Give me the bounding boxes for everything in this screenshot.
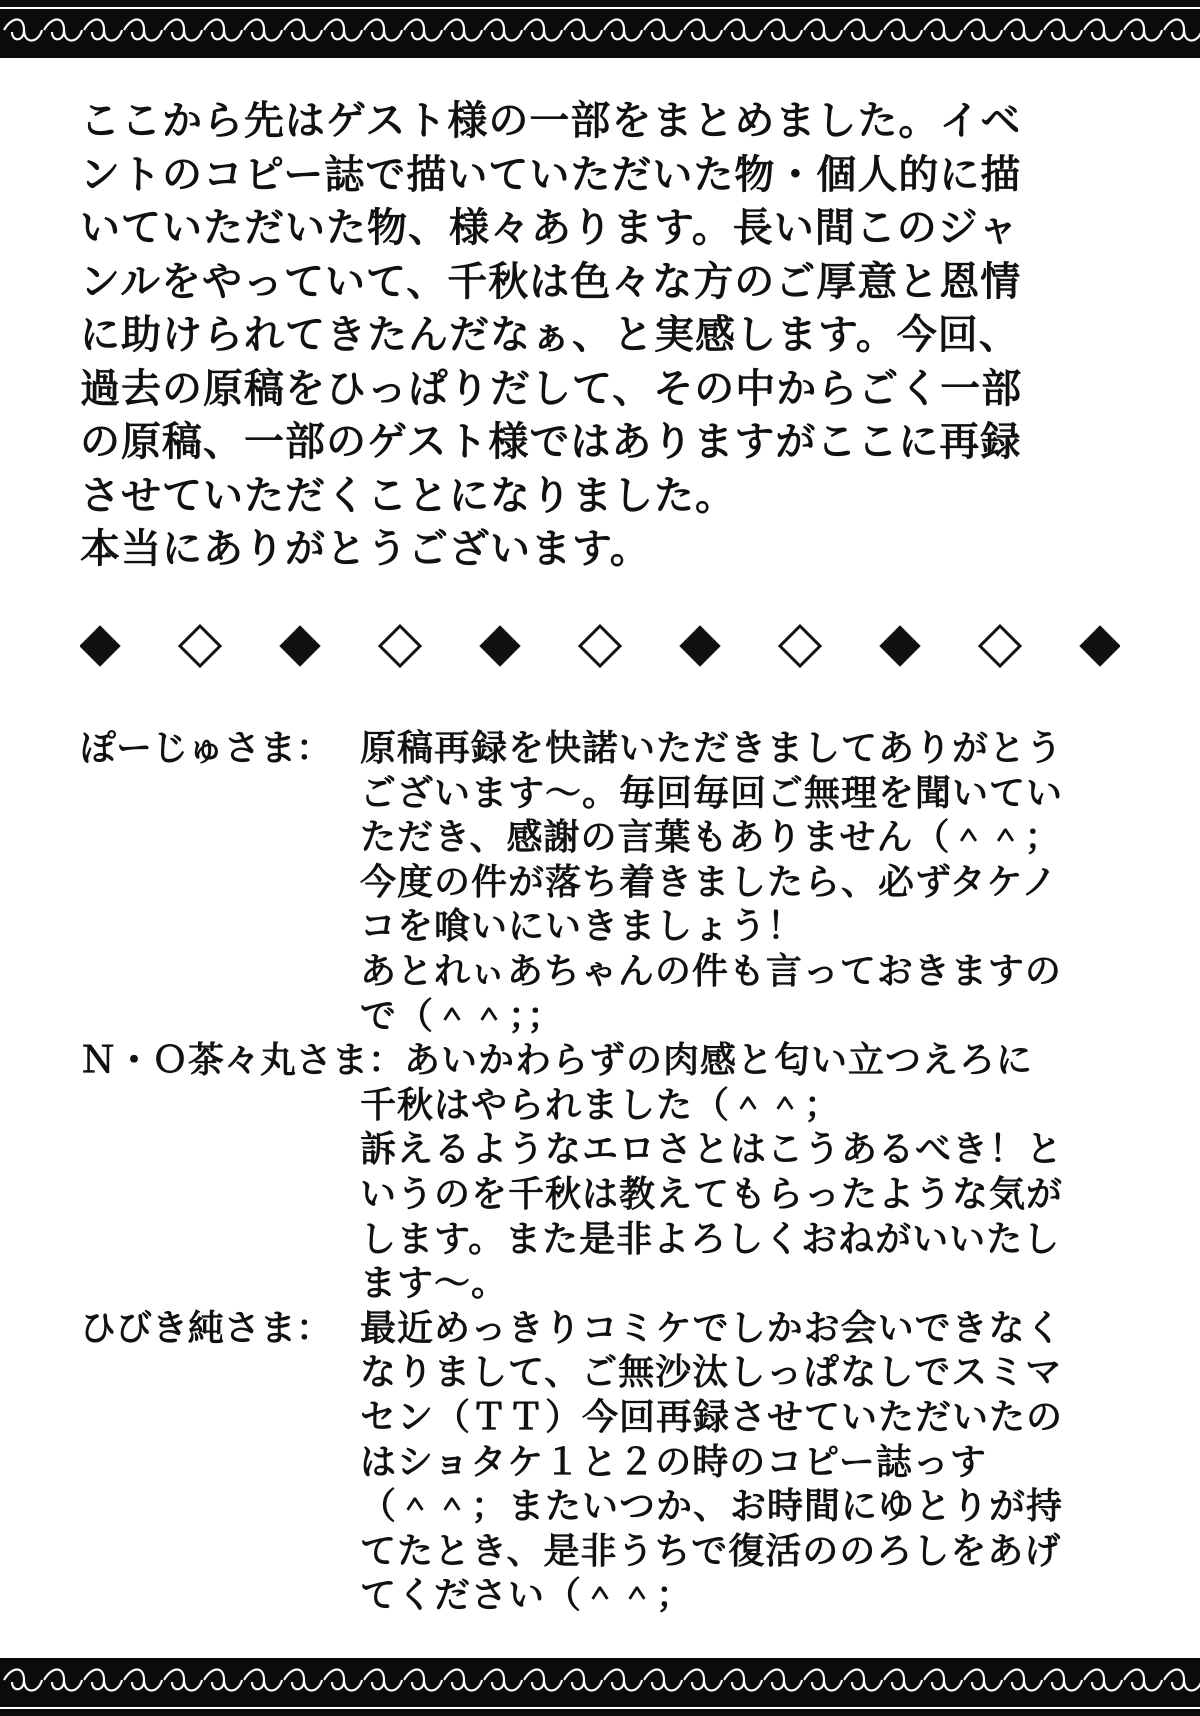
scroll-ornament <box>444 20 482 41</box>
scroll-ornament <box>124 20 162 41</box>
guest-message-continued <box>360 1351 1080 1619</box>
scroll-ornament <box>644 1670 682 1691</box>
intro-line: 過去の原稿をひっぱりだして、その中からごく一部 <box>80 365 1023 412</box>
scroll-ornament <box>404 20 442 41</box>
scroll-ornament <box>284 1670 322 1691</box>
scroll-ornament <box>44 1670 82 1691</box>
message-line: ます～。 <box>360 1263 509 1305</box>
message-line: で（＾＾；； <box>360 995 565 1037</box>
scroll-ornament <box>804 20 842 41</box>
guest-name: ぽーじゅさま： <box>80 728 333 769</box>
message-line: 最近めっきりコミケでしかお会いできなく <box>360 1307 1063 1349</box>
scroll-ornament <box>524 20 562 41</box>
scroll-ornament <box>4 1670 42 1691</box>
guest-name-row <box>80 1039 1080 1084</box>
message-line: 今度の件が落ち着きましたら、必ずタケノ <box>360 861 1058 903</box>
guest-messages <box>80 727 1120 1619</box>
scroll-ornament <box>324 20 362 41</box>
ornament-border-svg <box>0 0 1200 58</box>
scroll-ornament <box>764 20 802 41</box>
scroll-ornament <box>604 20 642 41</box>
filled-diamond <box>1080 626 1120 666</box>
scroll-ornament <box>1124 20 1162 41</box>
scroll-ornament <box>244 1670 282 1691</box>
filled-diamond <box>280 626 320 666</box>
scroll-ornament <box>964 20 1002 41</box>
message-line: コを喰いにいきましょう！ <box>360 906 805 948</box>
message-line: セン（ＴＴ）今回再録させていただいたの <box>360 1396 1064 1438</box>
scroll-ornament <box>164 20 202 41</box>
scroll-ornament <box>1004 20 1042 41</box>
message-line: 原稿再録を快諾いただきましてありがとう <box>360 728 1064 769</box>
guest-message-continued <box>360 772 1080 1040</box>
guest-name: ひびき純さま： <box>80 1307 333 1349</box>
message-line: はショタケ１と２の時のコピー誌っす <box>360 1441 987 1483</box>
scroll-ornament <box>1164 20 1200 41</box>
message-line: 千秋はやられました（＾＾； <box>360 1084 842 1126</box>
scroll-ornament <box>364 20 402 41</box>
message-line: します。また是非よろしくおねがいいたし <box>360 1218 1061 1260</box>
scroll-ornament <box>564 1670 602 1691</box>
scroll-ornament <box>1124 1670 1162 1691</box>
intro-line: 本当にありがとうございます。 <box>80 526 651 572</box>
message-line: ただき、感謝の言葉もありません（＾＾； <box>360 817 1062 859</box>
message-line: あいかわらずの肉感と匂い立つえろに <box>404 1040 1034 1082</box>
message-line: （＾＾；またいつか、お時間にゆとりが持 <box>360 1486 1064 1528</box>
intro-line: いていただいた物、様々あります。長い間このジャ <box>80 205 1019 251</box>
scroll-ornament <box>884 20 922 41</box>
scroll-ornament <box>324 1670 362 1691</box>
guest-message <box>360 1307 1080 1352</box>
diamond-divider <box>80 618 1120 674</box>
scroll-ornament <box>1044 1670 1082 1691</box>
scroll-ornament <box>1164 1670 1200 1691</box>
scroll-ornament <box>884 1670 922 1691</box>
scroll-ornament <box>284 20 322 41</box>
guest-message <box>360 727 1080 772</box>
guest-entry-hibiki-jun <box>80 1307 1120 1619</box>
guest-name: Ｎ・Ｏ茶々丸さま： <box>80 1040 405 1082</box>
guest-entry-pooju <box>80 727 1120 1039</box>
scroll-ornament <box>764 1670 802 1691</box>
scroll-ornament <box>44 20 82 41</box>
scroll-ornament <box>1084 20 1122 41</box>
intro-line: ここから先はゲスト様の一部をまとめました。イベ <box>80 98 1022 144</box>
top-ornamental-border <box>0 0 1200 58</box>
scroll-ornament <box>1084 1670 1122 1691</box>
scroll-ornament <box>924 20 962 41</box>
scroll-ornament <box>204 20 242 41</box>
scroll-ornament <box>724 1670 762 1691</box>
scroll-ornament <box>724 20 762 41</box>
scroll-ornament <box>124 1670 162 1691</box>
scroll-ornament <box>604 1670 642 1691</box>
bottom-ornamental-border <box>0 1658 1200 1716</box>
filled-diamond <box>680 626 720 666</box>
message-line: てください（＾＾； <box>360 1575 694 1617</box>
intro-line: ンルをやっていて、千秋は色々な方のご厚意と恩情 <box>80 258 1022 305</box>
scroll-ornament <box>84 20 122 41</box>
scroll-ornament <box>644 20 682 41</box>
scroll-ornament <box>844 1670 882 1691</box>
scroll-ornament <box>364 1670 402 1691</box>
scroll-ornament <box>804 1670 842 1691</box>
scroll-ornament <box>484 1670 522 1691</box>
ornament-border-svg <box>0 1658 1200 1716</box>
scroll-ornament <box>564 20 602 41</box>
scroll-ornament <box>684 1670 722 1691</box>
scroll-ornament <box>444 1670 482 1691</box>
scroll-ornament <box>84 1670 122 1691</box>
message-line: なりまして、ご無沙汰しっぱなしでスミマ <box>360 1352 1063 1394</box>
diamond-divider-svg <box>80 618 1120 674</box>
scroll-ornament <box>524 1670 562 1691</box>
outline-diamond <box>180 626 220 666</box>
outline-diamond <box>580 626 620 666</box>
filled-diamond <box>80 626 120 666</box>
outline-diamond <box>380 626 420 666</box>
intro-line: ントのコピー誌で描いていただいた物・個人的に描 <box>80 151 1022 198</box>
guest-message <box>360 1084 1080 1307</box>
intro-line: の原稿、一部のゲスト様ではありますがここに再録 <box>80 419 1022 465</box>
scroll-ornament <box>244 20 282 41</box>
scroll-ornament <box>964 1670 1002 1691</box>
message-line: てたとき、是非うちで復活ののろしをあげ <box>360 1530 1062 1572</box>
message-line: あとれぃあちゃんの件も言っておきますの <box>360 950 1062 992</box>
scroll-ornament <box>484 20 522 41</box>
scroll-ornament <box>404 1670 442 1691</box>
scroll-ornament <box>204 1670 242 1691</box>
guest-entry-no-chachamaru <box>80 1039 1120 1307</box>
scroll-ornament <box>844 20 882 41</box>
intro-line: させていただくことになりました。 <box>80 472 736 519</box>
scroll-ornament <box>164 1670 202 1691</box>
outline-diamond <box>780 626 820 666</box>
message-line: いうのを千秋は教えてもらったような気が <box>360 1173 1064 1215</box>
filled-diamond <box>880 626 920 666</box>
scroll-ornament <box>4 20 42 41</box>
message-line: 訴えるようなエロさとはこうあるべき！と <box>360 1129 1064 1171</box>
intro-line: に助けられてきたんだなぁ、と実感します。今回、 <box>80 312 1020 358</box>
scroll-ornament <box>1044 20 1082 41</box>
filled-diamond <box>480 626 520 666</box>
scroll-ornament <box>684 20 722 41</box>
message-line: ございます～。毎回毎回ご無理を聞いてい <box>360 772 1064 814</box>
scroll-ornament <box>1004 1670 1042 1691</box>
scroll-ornament <box>924 1670 962 1691</box>
outline-diamond <box>980 626 1020 666</box>
intro-paragraph <box>80 95 1110 577</box>
